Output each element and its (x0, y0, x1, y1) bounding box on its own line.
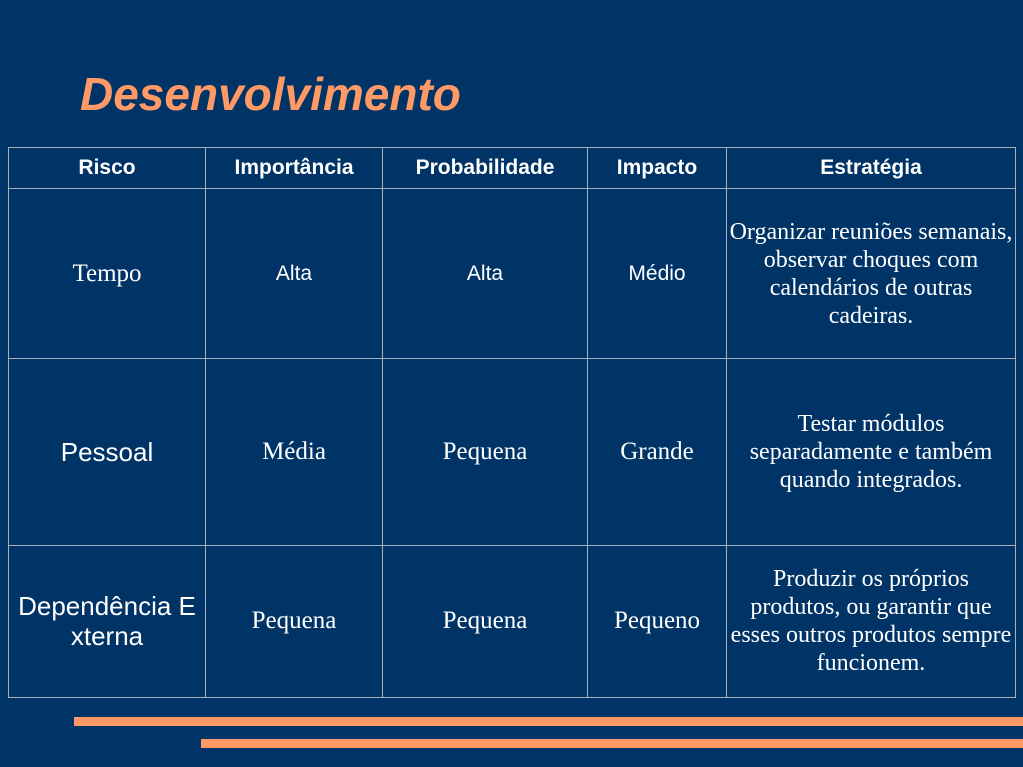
risk-table (8, 147, 1016, 698)
cell-probabilidade: Alta (383, 189, 588, 359)
decorative-bar-bottom (201, 739, 1023, 748)
cell-probabilidade: Pequena (383, 545, 588, 697)
table-header-row (9, 148, 1016, 189)
header-risco: Risco (9, 148, 206, 189)
cell-importancia: Pequena (206, 545, 383, 697)
header-probabilidade: Probabilidade (383, 148, 588, 189)
decorative-bar-top (74, 717, 1023, 726)
table-row (9, 545, 1016, 697)
cell-importancia: Alta (206, 189, 383, 359)
cell-estrategia: Produzir os próprios produtos, ou garantir que esses outros produtos sempre funcionem. (727, 545, 1016, 697)
cell-impacto: Médio (588, 189, 727, 359)
header-impacto: Impacto (588, 148, 727, 189)
cell-estrategia: Testar módulos separadamente e também quando integrados. (727, 359, 1016, 545)
cell-estrategia: Organizar reuniões semanais, observar choques com calendários de outras cadeiras. (727, 189, 1016, 359)
cell-risco: Pessoal (9, 359, 206, 545)
cell-risco: Dependência Externa (9, 545, 206, 697)
cell-probabilidade: Pequena (383, 359, 588, 545)
header-estrategia: Estratégia (727, 148, 1016, 189)
cell-importancia: Média (206, 359, 383, 545)
table-row (9, 359, 1016, 545)
cell-impacto: Grande (588, 359, 727, 545)
cell-risco: Tempo (9, 189, 206, 359)
cell-impacto: Pequeno (588, 545, 727, 697)
header-importancia: Importância (206, 148, 383, 189)
table-row (9, 189, 1016, 359)
slide-title: Desenvolvimento (80, 68, 461, 120)
